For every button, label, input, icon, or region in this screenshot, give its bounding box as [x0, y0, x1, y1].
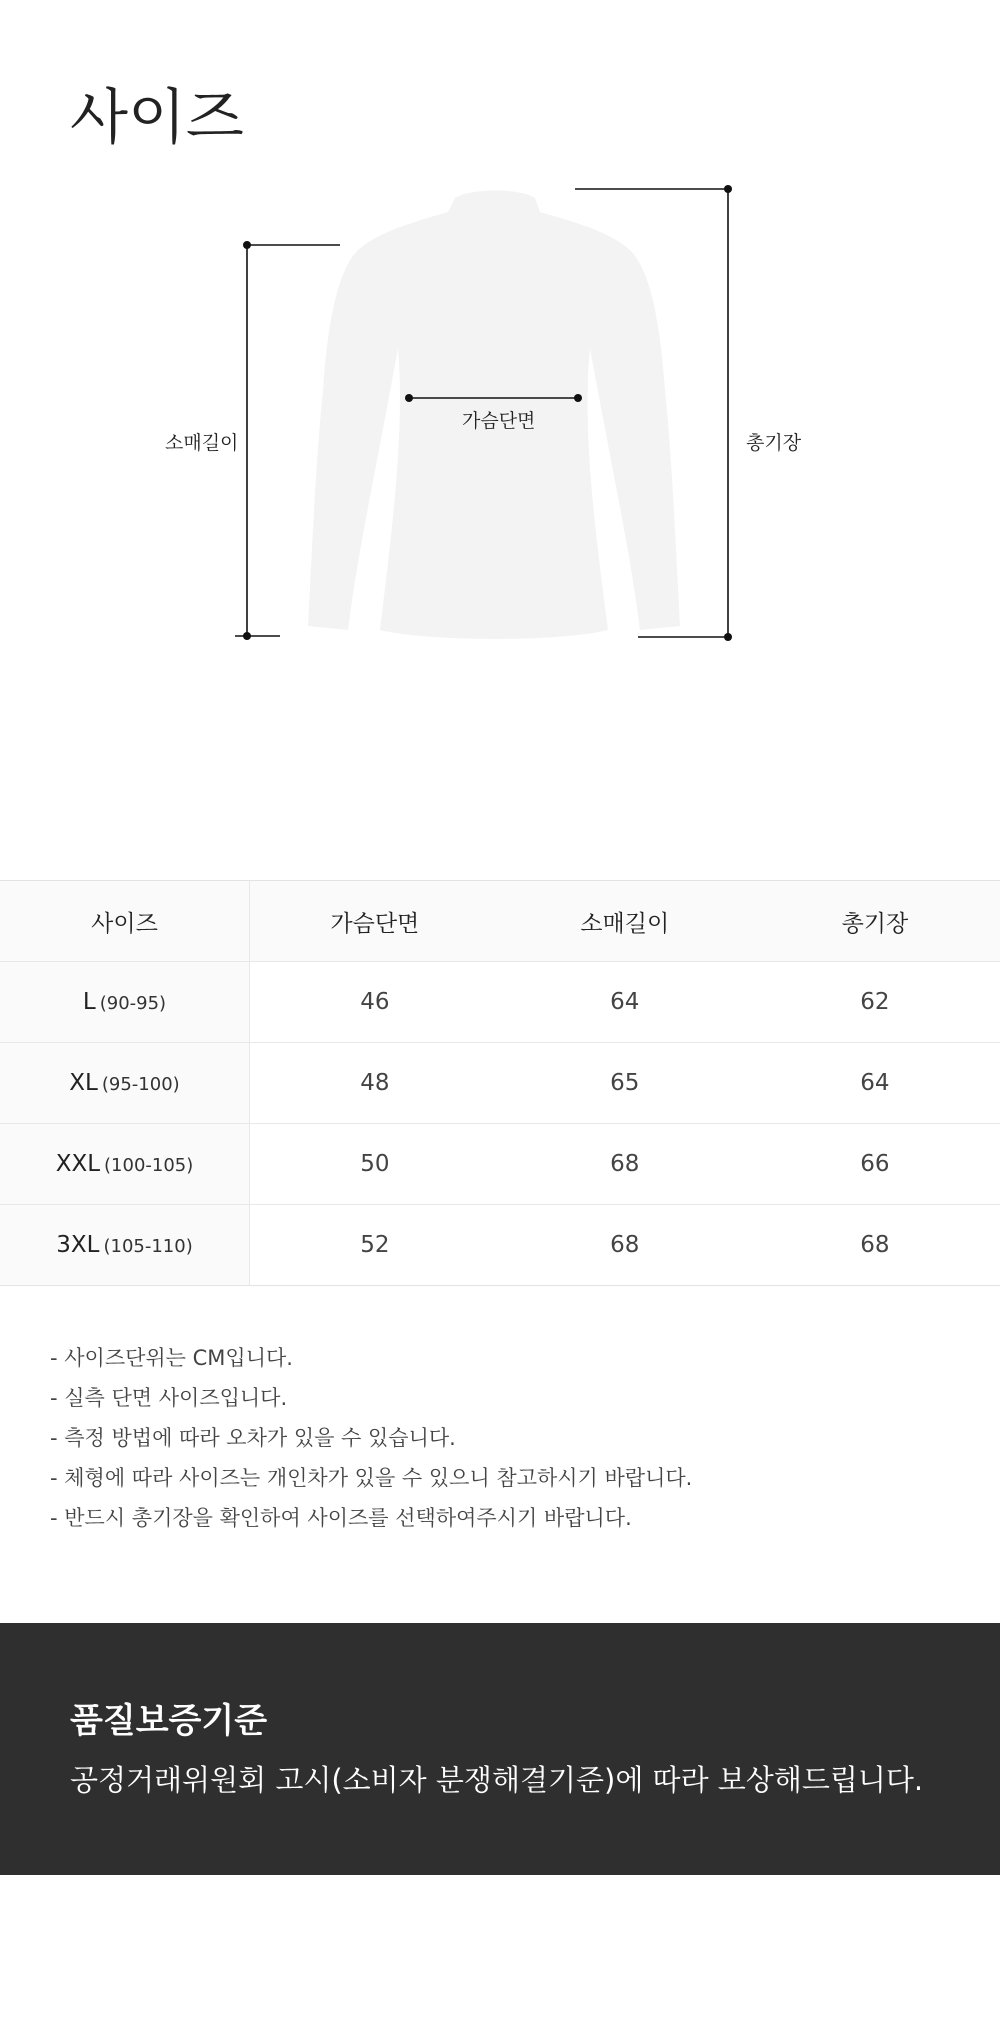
header-chest: 가슴단면: [250, 881, 500, 962]
quality-description: 공정거래위원회 고시(소비자 분쟁해결기준)에 따라 보상해드립니다.: [70, 1763, 924, 1797]
header-length: 총기장: [750, 881, 1000, 962]
size-cell: [0, 1124, 250, 1205]
table-header-row: [0, 881, 1000, 962]
length-cell: 64: [750, 1043, 1000, 1124]
note-item: - 체형에 따라 사이즈는 개인차가 있을 수 있으니 참고하시기 바랍니다.: [50, 1466, 693, 1490]
table-row: [0, 1124, 1000, 1205]
size-name: XL: [69, 1070, 98, 1096]
size-name: XXL: [55, 1151, 101, 1177]
note-item: - 사이즈단위는 CM입니다.: [50, 1346, 293, 1370]
note-item: - 반드시 총기장을 확인하여 사이즈를 선택하여주시기 바랍니다.: [50, 1506, 632, 1530]
chest-cell: 46: [250, 962, 500, 1043]
total-length-label: 총기장: [746, 432, 802, 454]
page-title: 사이즈: [70, 83, 244, 153]
size-range: (100-105): [104, 1155, 194, 1176]
size-cell: [0, 962, 250, 1043]
table-row: [0, 1043, 1000, 1124]
sleeve-length-label: 소매길이: [165, 432, 239, 454]
table-row: [0, 962, 1000, 1043]
chest-width-label: 가슴단면: [462, 410, 536, 432]
length-cell: 62: [750, 962, 1000, 1043]
chest-cell: 50: [250, 1124, 500, 1205]
header-sleeve: 소매길이: [500, 881, 750, 962]
size-name: L: [82, 989, 96, 1015]
sleeve-cell: 64: [500, 962, 750, 1043]
note-item: - 측정 방법에 따라 오차가 있을 수 있습니다.: [50, 1426, 456, 1450]
size-range: (90-95): [99, 993, 167, 1014]
length-cell: 66: [750, 1124, 1000, 1205]
table-row: [0, 1205, 1000, 1286]
note-item: - 실측 단면 사이즈입니다.: [50, 1386, 288, 1410]
size-cell: [0, 1205, 250, 1286]
sleeve-cell: 68: [500, 1205, 750, 1286]
size-cell: [0, 1043, 250, 1124]
size-notes: [50, 1338, 692, 1538]
chest-cell: 52: [250, 1205, 500, 1286]
length-cell: 68: [750, 1205, 1000, 1286]
sleeve-cell: 65: [500, 1043, 750, 1124]
quality-title: 품질보증기준: [70, 1701, 268, 1741]
size-diagram: [0, 170, 1000, 670]
sleeve-cell: 68: [500, 1124, 750, 1205]
size-range: (105-110): [103, 1236, 193, 1257]
chest-cell: 48: [250, 1043, 500, 1124]
size-range: (95-100): [101, 1074, 180, 1095]
size-name: 3XL: [56, 1232, 100, 1258]
header-size: 사이즈: [0, 881, 250, 962]
size-table: [0, 880, 1000, 1286]
quality-guarantee-banner: [0, 1623, 1000, 1875]
